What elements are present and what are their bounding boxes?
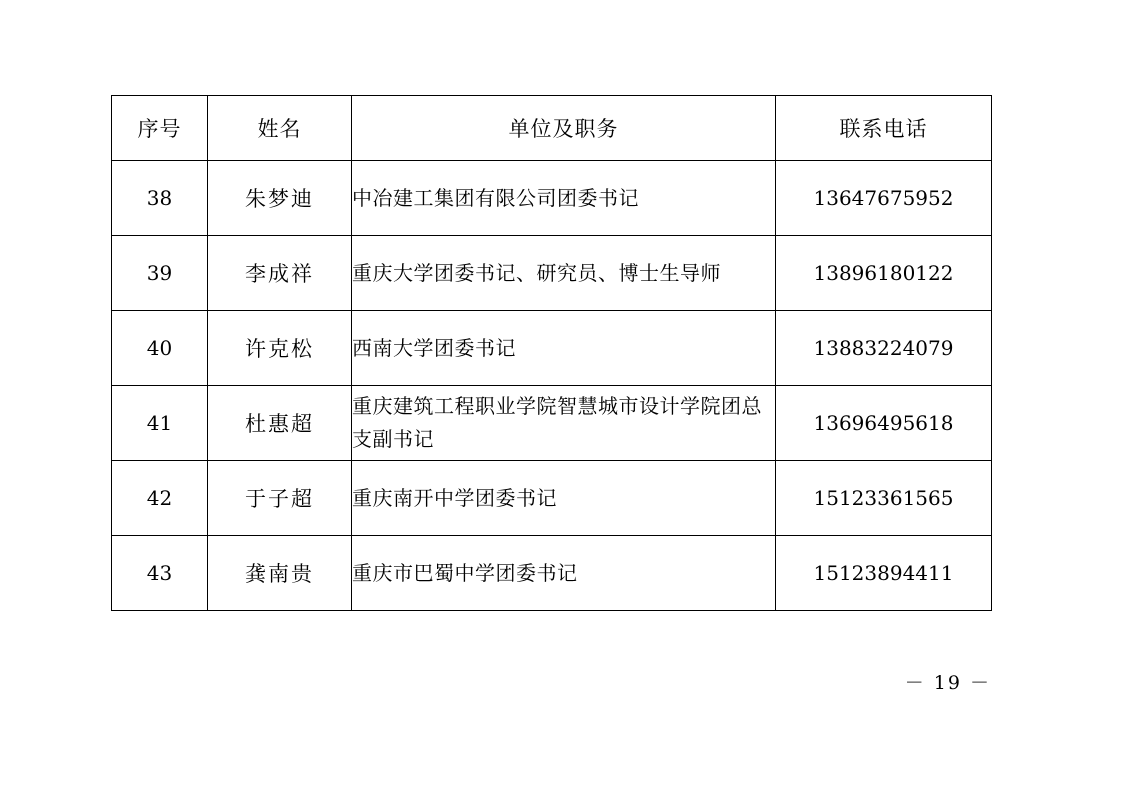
- cell-index: 43: [112, 536, 208, 611]
- cell-phone: 13883224079: [776, 311, 992, 386]
- table-header: [112, 96, 992, 161]
- table-row: [112, 161, 992, 236]
- cell-phone: 15123894411: [776, 536, 992, 611]
- table-header-row: [112, 96, 992, 161]
- table-row: [112, 311, 992, 386]
- table-row: [112, 536, 992, 611]
- cell-unit: 重庆南开中学团委书记: [352, 461, 776, 536]
- page-number: － 19 －: [904, 672, 991, 694]
- cell-index: 39: [112, 236, 208, 311]
- cell-name: 许克松: [208, 311, 352, 386]
- cell-name: 于子超: [208, 461, 352, 536]
- table-row: [112, 461, 992, 536]
- cell-unit: 重庆建筑工程职业学院智慧城市设计学院团总支副书记: [352, 386, 776, 461]
- column-header-index: 序号: [112, 96, 208, 161]
- cell-name: 龚南贵: [208, 536, 352, 611]
- cell-name: 杜惠超: [208, 386, 352, 461]
- cell-index: 40: [112, 311, 208, 386]
- cell-unit: 西南大学团委书记: [352, 311, 776, 386]
- table-row: [112, 236, 992, 311]
- roster-table: [111, 95, 992, 611]
- cell-name: 李成祥: [208, 236, 352, 311]
- cell-unit: 中冶建工集团有限公司团委书记: [352, 161, 776, 236]
- cell-phone: 15123361565: [776, 461, 992, 536]
- table-row: [112, 386, 992, 461]
- cell-unit: 重庆大学团委书记、研究员、博士生导师: [352, 236, 776, 311]
- cell-phone: 13896180122: [776, 236, 992, 311]
- cell-phone: 13647675952: [776, 161, 992, 236]
- cell-unit: 重庆市巴蜀中学团委书记: [352, 536, 776, 611]
- table-body: [112, 161, 992, 611]
- column-header-unit: 单位及职务: [352, 96, 776, 161]
- cell-index: 42: [112, 461, 208, 536]
- cell-phone: 13696495618: [776, 386, 992, 461]
- cell-index: 38: [112, 161, 208, 236]
- column-header-phone: 联系电话: [776, 96, 992, 161]
- cell-name: 朱梦迪: [208, 161, 352, 236]
- column-header-name: 姓名: [208, 96, 352, 161]
- cell-index: 41: [112, 386, 208, 461]
